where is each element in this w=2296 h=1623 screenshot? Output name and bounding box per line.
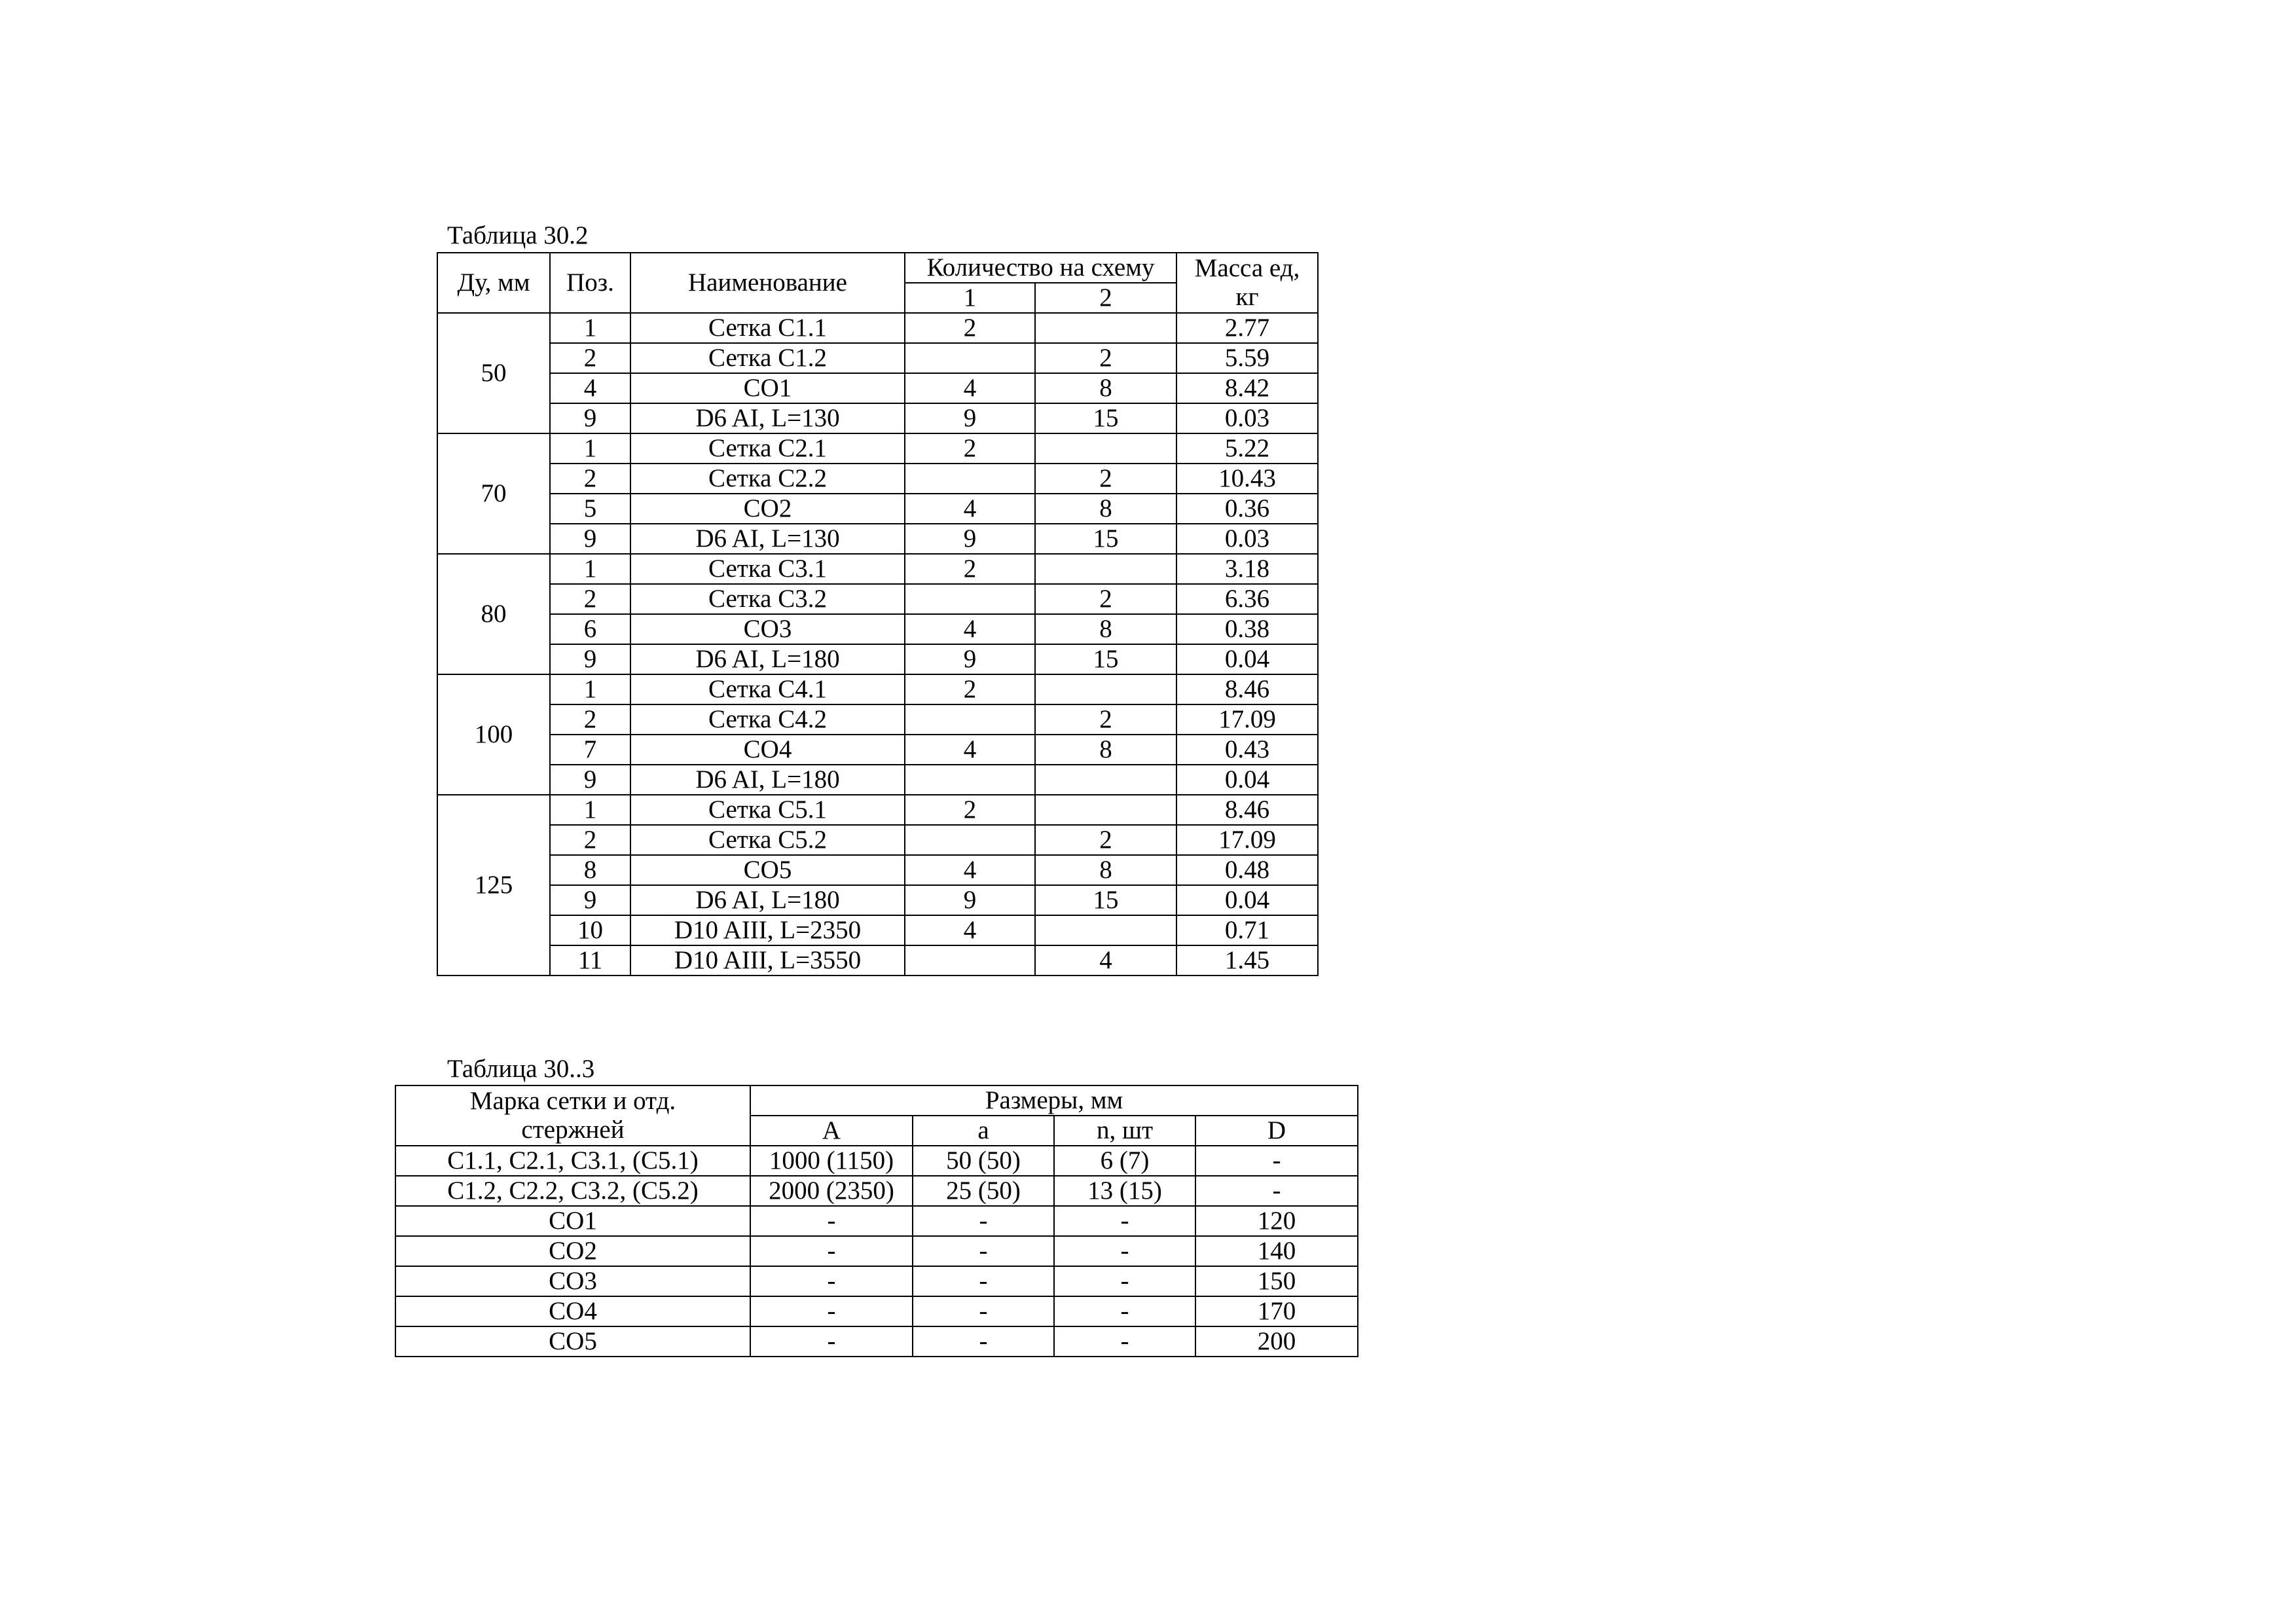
header-col-a: a (913, 1116, 1054, 1146)
table-row (437, 584, 1318, 614)
cell-pos: 2 (550, 343, 630, 373)
header-qty: Количество на схему (905, 253, 1176, 283)
table-row (395, 1206, 1358, 1236)
table-30-2-caption: Таблица 30.2 (447, 221, 589, 249)
cell-name: Сетка С4.2 (630, 704, 905, 735)
cell-n: - (1054, 1326, 1195, 1357)
table-row (437, 644, 1318, 674)
cell-qty-2: 15 (1035, 524, 1176, 554)
cell-pos: 9 (550, 765, 630, 795)
table-row (437, 614, 1318, 644)
cell-mass: 5.22 (1176, 433, 1318, 464)
cell-pos: 5 (550, 494, 630, 524)
header-col-A: A (750, 1116, 913, 1146)
cell-mass: 2.77 (1176, 313, 1318, 343)
cell-pos: 9 (550, 403, 630, 433)
table-row (395, 1326, 1358, 1357)
cell-qty-1 (905, 825, 1035, 855)
cell-pos: 2 (550, 464, 630, 494)
cell-name: D6 AI, L=130 (630, 403, 905, 433)
cell-qty-1: 2 (905, 554, 1035, 584)
cell-pos: 2 (550, 825, 630, 855)
cell-mass: 0.04 (1176, 765, 1318, 795)
cell-pos: 1 (550, 313, 630, 343)
cell-qty-2: 15 (1035, 644, 1176, 674)
cell-pos: 2 (550, 584, 630, 614)
cell-name: СО5 (630, 855, 905, 885)
table-row (437, 765, 1318, 795)
cell-name: D6 AI, L=180 (630, 885, 905, 915)
header-pos: Поз. (550, 253, 630, 313)
header-qty-col-2: 2 (1035, 283, 1176, 313)
table-header-row (395, 1085, 1358, 1116)
header-mark (395, 1085, 750, 1146)
cell-qty-2 (1035, 915, 1176, 945)
cell-mass: 0.48 (1176, 855, 1318, 885)
table-row (437, 704, 1318, 735)
cell-qty-1 (905, 945, 1035, 976)
cell-A: - (750, 1266, 913, 1296)
cell-du: 80 (437, 554, 550, 674)
cell-mass: 17.09 (1176, 704, 1318, 735)
cell-pos: 2 (550, 704, 630, 735)
cell-qty-1: 2 (905, 433, 1035, 464)
cell-mark: СО5 (395, 1326, 750, 1357)
cell-qty-2 (1035, 674, 1176, 704)
table-row (437, 494, 1318, 524)
table-row (437, 825, 1318, 855)
cell-a: - (913, 1296, 1054, 1326)
cell-A: - (750, 1326, 913, 1357)
cell-qty-1: 9 (905, 524, 1035, 554)
cell-mark: С1.2, С2.2, С3.2, (С5.2) (395, 1176, 750, 1206)
cell-A: - (750, 1296, 913, 1326)
cell-qty-2: 8 (1035, 494, 1176, 524)
header-mark-line1: Марка сетки и отд. (469, 1087, 676, 1115)
cell-qty-1: 9 (905, 885, 1035, 915)
header-name: Наименование (630, 253, 905, 313)
cell-qty-1: 2 (905, 313, 1035, 343)
cell-A: - (750, 1206, 913, 1236)
cell-name: D6 AI, L=180 (630, 765, 905, 795)
header-col-D: D (1195, 1116, 1358, 1146)
cell-qty-2 (1035, 795, 1176, 825)
cell-n: - (1054, 1236, 1195, 1266)
cell-pos: 6 (550, 614, 630, 644)
cell-qty-1: 4 (905, 373, 1035, 403)
cell-mass: 0.04 (1176, 885, 1318, 915)
cell-qty-2 (1035, 765, 1176, 795)
cell-mass: 17.09 (1176, 825, 1318, 855)
cell-name: D10 AIII, L=3550 (630, 945, 905, 976)
cell-name: Сетка С1.2 (630, 343, 905, 373)
cell-mark: СО4 (395, 1296, 750, 1326)
cell-mass: 10.43 (1176, 464, 1318, 494)
cell-name: Сетка С3.1 (630, 554, 905, 584)
table-row (437, 554, 1318, 584)
table-row (437, 403, 1318, 433)
cell-name: Сетка С5.2 (630, 825, 905, 855)
cell-pos: 9 (550, 644, 630, 674)
cell-pos: 4 (550, 373, 630, 403)
cell-qty-2: 8 (1035, 614, 1176, 644)
header-qty-col-1: 1 (905, 283, 1035, 313)
cell-qty-2: 4 (1035, 945, 1176, 976)
cell-pos: 1 (550, 433, 630, 464)
cell-qty-1 (905, 464, 1035, 494)
table-row (437, 795, 1318, 825)
cell-n: 13 (15) (1054, 1176, 1195, 1206)
table-row (437, 674, 1318, 704)
cell-qty-2: 2 (1035, 584, 1176, 614)
table-row (395, 1236, 1358, 1266)
cell-a: - (913, 1236, 1054, 1266)
cell-du: 125 (437, 795, 550, 976)
cell-name: СО1 (630, 373, 905, 403)
table-row (437, 464, 1318, 494)
cell-qty-1 (905, 704, 1035, 735)
cell-D: 140 (1195, 1236, 1358, 1266)
cell-qty-2: 2 (1035, 343, 1176, 373)
cell-qty-2: 2 (1035, 825, 1176, 855)
cell-qty-2: 8 (1035, 855, 1176, 885)
cell-qty-2 (1035, 313, 1176, 343)
cell-qty-1: 4 (905, 614, 1035, 644)
cell-qty-1 (905, 343, 1035, 373)
cell-mark: СО3 (395, 1266, 750, 1296)
cell-name: Сетка С2.2 (630, 464, 905, 494)
table-row (395, 1176, 1358, 1206)
cell-qty-1: 9 (905, 644, 1035, 674)
cell-qty-2: 2 (1035, 464, 1176, 494)
table-row (437, 885, 1318, 915)
cell-mass: 0.36 (1176, 494, 1318, 524)
table-row (437, 433, 1318, 464)
table-30-2 (437, 252, 1319, 976)
cell-du: 100 (437, 674, 550, 795)
table-row (437, 735, 1318, 765)
cell-D: 120 (1195, 1206, 1358, 1236)
cell-mass: 5.59 (1176, 343, 1318, 373)
cell-pos: 8 (550, 855, 630, 885)
cell-mass: 0.43 (1176, 735, 1318, 765)
cell-a: 50 (50) (913, 1146, 1054, 1176)
table-row (437, 343, 1318, 373)
table-row (437, 313, 1318, 343)
table-row (395, 1266, 1358, 1296)
cell-name: D10 AIII, L=2350 (630, 915, 905, 945)
cell-qty-2 (1035, 554, 1176, 584)
cell-mass: 1.45 (1176, 945, 1318, 976)
cell-name: СО2 (630, 494, 905, 524)
cell-pos: 9 (550, 524, 630, 554)
cell-mass: 6.36 (1176, 584, 1318, 614)
cell-qty-2: 15 (1035, 403, 1176, 433)
cell-du: 70 (437, 433, 550, 554)
cell-name: Сетка С1.1 (630, 313, 905, 343)
table-row (395, 1146, 1358, 1176)
table-row (395, 1296, 1358, 1326)
cell-mass: 3.18 (1176, 554, 1318, 584)
cell-pos: 10 (550, 915, 630, 945)
table-header-row (437, 253, 1318, 283)
header-mass-line2: кг (1235, 283, 1259, 311)
cell-name: Сетка С2.1 (630, 433, 905, 464)
cell-A: - (750, 1236, 913, 1266)
cell-name: D6 AI, L=180 (630, 644, 905, 674)
cell-pos: 1 (550, 795, 630, 825)
cell-D: 200 (1195, 1326, 1358, 1357)
cell-mass: 8.46 (1176, 795, 1318, 825)
cell-n: - (1054, 1296, 1195, 1326)
cell-n: - (1054, 1206, 1195, 1236)
cell-name: Сетка С3.2 (630, 584, 905, 614)
cell-mass: 0.03 (1176, 524, 1318, 554)
table-row (437, 915, 1318, 945)
cell-pos: 7 (550, 735, 630, 765)
cell-D: 150 (1195, 1266, 1358, 1296)
cell-mass: 8.42 (1176, 373, 1318, 403)
table-30-3 (395, 1085, 1358, 1357)
cell-qty-1: 4 (905, 915, 1035, 945)
cell-D: - (1195, 1146, 1358, 1176)
cell-mass: 0.04 (1176, 644, 1318, 674)
cell-mass: 0.03 (1176, 403, 1318, 433)
cell-name: Сетка С5.1 (630, 795, 905, 825)
cell-qty-1 (905, 765, 1035, 795)
cell-mark: С1.1, С2.1, С3.1, (С5.1) (395, 1146, 750, 1176)
cell-qty-1 (905, 584, 1035, 614)
cell-a: - (913, 1206, 1054, 1236)
cell-name: СО3 (630, 614, 905, 644)
cell-A: 2000 (2350) (750, 1176, 913, 1206)
cell-mass: 0.71 (1176, 915, 1318, 945)
cell-n: 6 (7) (1054, 1146, 1195, 1176)
cell-qty-2 (1035, 433, 1176, 464)
cell-a: - (913, 1326, 1054, 1357)
header-du: Ду, мм (437, 253, 550, 313)
table-row (437, 373, 1318, 403)
cell-qty-2: 2 (1035, 704, 1176, 735)
table-row (437, 945, 1318, 976)
cell-qty-1: 9 (905, 403, 1035, 433)
cell-qty-1: 4 (905, 735, 1035, 765)
cell-qty-2: 15 (1035, 885, 1176, 915)
cell-qty-1: 4 (905, 494, 1035, 524)
cell-mark: СО1 (395, 1206, 750, 1236)
header-mark-line2: стержней (521, 1116, 625, 1144)
table-row (437, 855, 1318, 885)
cell-mass: 8.46 (1176, 674, 1318, 704)
header-mass-line1: Масса ед, (1194, 254, 1300, 282)
table-row (437, 524, 1318, 554)
cell-qty-1: 4 (905, 855, 1035, 885)
cell-name: Сетка С4.1 (630, 674, 905, 704)
header-col-n: n, шт (1054, 1116, 1195, 1146)
cell-qty-1: 2 (905, 674, 1035, 704)
cell-n: - (1054, 1266, 1195, 1296)
cell-pos: 1 (550, 674, 630, 704)
cell-a: - (913, 1266, 1054, 1296)
cell-mark: СО2 (395, 1236, 750, 1266)
cell-pos: 1 (550, 554, 630, 584)
cell-D: 170 (1195, 1296, 1358, 1326)
table-30-3-caption: Таблица 30..3 (447, 1055, 595, 1083)
cell-qty-2: 8 (1035, 735, 1176, 765)
cell-mass: 0.38 (1176, 614, 1318, 644)
cell-du: 50 (437, 313, 550, 433)
cell-name: D6 AI, L=130 (630, 524, 905, 554)
cell-pos: 11 (550, 945, 630, 976)
cell-qty-2: 8 (1035, 373, 1176, 403)
cell-a: 25 (50) (913, 1176, 1054, 1206)
header-sizes: Размеры, мм (750, 1085, 1358, 1116)
cell-qty-1: 2 (905, 795, 1035, 825)
cell-A: 1000 (1150) (750, 1146, 913, 1176)
cell-pos: 9 (550, 885, 630, 915)
cell-name: СО4 (630, 735, 905, 765)
header-mass (1176, 253, 1318, 313)
cell-D: - (1195, 1176, 1358, 1206)
